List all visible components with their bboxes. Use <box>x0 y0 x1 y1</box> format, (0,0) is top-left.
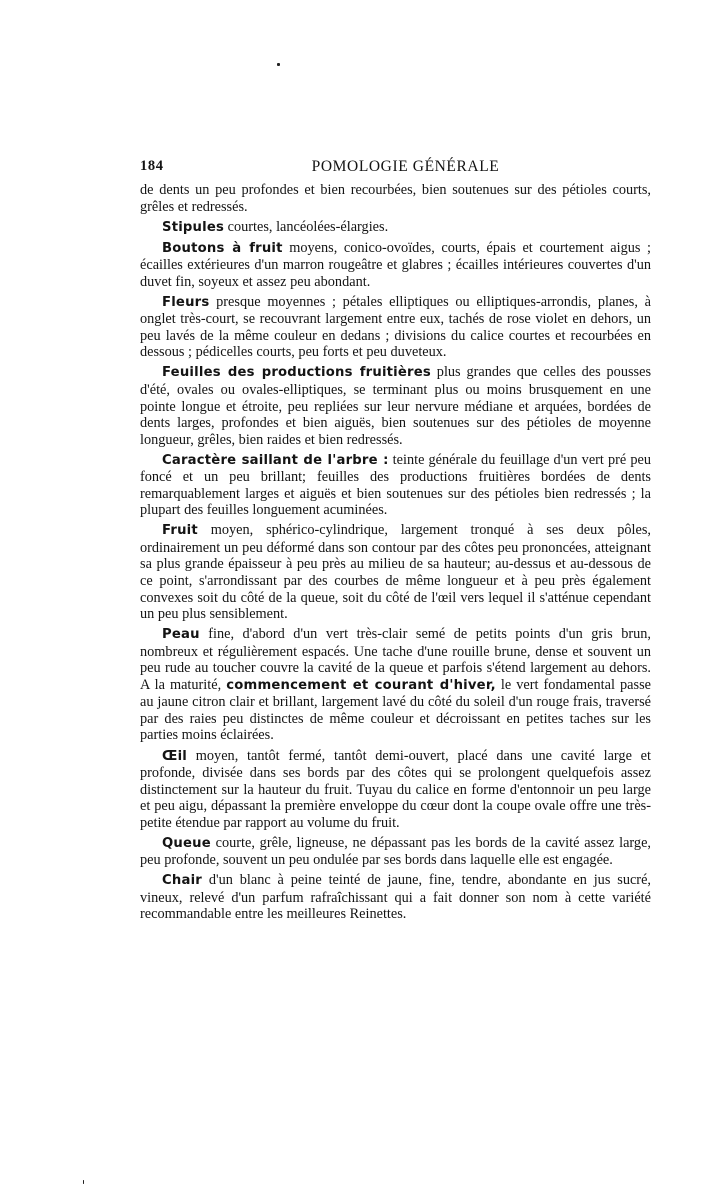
term-heading: Œil <box>162 748 188 764</box>
scan-speck <box>277 63 280 66</box>
term-heading: Fruit <box>162 523 198 539</box>
paragraph-text: courte, grêle, ligneuse, ne dépassant pas les bords de la cavité assez large, peu profonde, souvent un peu ondulée par ses bords dans laquelle elle est engagée. <box>140 834 651 869</box>
paragraph-text: moyens, conico-ovoïdes, courts, épais et courtement aigus ; écailles extérieures d'un marron rougeâtre et glabres ; écailles intérieures couvertes d'un duvet fin, soyeux et assez peu abondant. <box>140 239 652 290</box>
page-number: 184 <box>140 158 164 174</box>
term-heading: Stipules <box>162 219 225 235</box>
paragraph-queue <box>140 835 651 869</box>
paragraph-text: moyen, sphérico-cylindrique, largement tronqué à ses deux pôles, ordinairement un peu déformé dans son contour par des côtes peu prononcées, atteignant sa plus grande épaisseur à peu près au milieu de sa hauteur; au-dessus et au-dessous de ce point, s'arrondissant par des courbes de même longueur et à peu près également convexes soit du côté de la queue, soit du côté de l'œil vers lequel il s'atténue cependant un peu plus sensiblement. <box>140 522 651 623</box>
paragraph-stipules <box>140 219 651 237</box>
paragraph-text: plus grandes que celles des pousses d'été, ovales ou ovales-elliptiques, se terminant plus ou moins brusquement en une pointe longue et étroite, peu repliées sur leur nervure médiane et arquées, bordées de dents larges, profondes et bien aiguës, bien soutenues sur des pétioles de moyenne longueur, grêles, bien raides et bien redressés. <box>140 364 652 448</box>
running-head <box>140 158 651 182</box>
paragraph-continuation <box>140 182 651 215</box>
paragraph-text: moyen, tantôt fermé, tantôt demi-ouvert, placé dans une cavité large et profonde, divisée dans ses bords par des côtes qui se prolongent quelquefois assez distinctement sur la hauteur du fruit. Tuyau du calice en forme d'entonnoir un peu large et peu aigu, dépassant la première enveloppe du cœur dont la coupe ovale offre une très-petite étendue par rapport au volume du fruit. <box>140 747 651 831</box>
term-heading: Peau <box>162 627 200 643</box>
paragraph-feuilles-productions <box>140 364 651 448</box>
maturity-emphasis: commencement et courant d'hiver, <box>226 677 496 693</box>
paragraph-peau <box>140 626 651 744</box>
running-title: POMOLOGIE GÉNÉRALE <box>311 158 500 175</box>
paragraph-text: presque moyennes ; pétales elliptiques ou elliptiques-arrondis, planes, à onglet très-court, se recouvrant largement entre eux, tachés de rose violet en dehors, un peu lavés de la même couleur en dedans ; divisions du calice courtes et recourbées en dessous ; pédicelles courts, peu forts et peu duveteux. <box>140 293 651 361</box>
paragraph-fruit <box>140 522 651 622</box>
paragraph-text: d'un blanc à peine teinté de jaune, fine, tendre, abondante en jus sucré, vineux, relevé d'un parfum rafraîchissant qui a fait donner son nom à cette variété recommandable entre les meilleures Reinettes. <box>140 872 651 923</box>
paragraph-boutons-a-fruit <box>140 240 651 291</box>
paragraph-caractere-saillant <box>140 452 651 519</box>
term-heading: Caractère saillant de l'arbre : <box>162 452 389 468</box>
paragraph-text: teinte générale du feuillage d'un vert pré peu foncé et un peu brillant; feuilles des productions fruitières bordées de dents remarquablement larges et aiguës et bien soutenues sur des pétioles bien redressés ; la plupart des feuilles longuement acuminées. <box>140 451 652 519</box>
paragraph-text: courtes, lancéolées-élargies. <box>224 218 389 235</box>
paragraph-fleurs <box>140 294 651 361</box>
paragraph-oeil <box>140 748 651 832</box>
term-heading: Feuilles des productions fruitières <box>162 365 431 381</box>
term-heading: Queue <box>162 835 211 851</box>
book-page <box>140 158 651 926</box>
paragraph-text: le vert fondamental passe au jaune citron clair et brillant, largement lavé du côté du soleil d'un rouge frais, traversé par des raies peu distinctes de même couleur et décroissant en petites taches sur les parties moins éclairées. <box>140 676 651 744</box>
paragraph-text: fine, d'abord d'un vert très-clair semé de petits points d'un gris brun, nombreux et régulièrement espacés. Une tache d'une rouille brune, dense et souvent un peu rude au toucher couvre la cavité de la queue et parfois s'étend largement au dehors. A la maturité, <box>140 626 651 693</box>
scan-speck <box>83 1180 84 1184</box>
paragraph-text: de dents un peu profondes et bien recourbées, bien soutenues sur des pétioles courts, grêles et redressés. <box>140 182 651 215</box>
term-heading: Chair <box>162 873 202 889</box>
body-text <box>140 182 651 923</box>
term-heading: Fleurs <box>162 294 210 310</box>
paragraph-chair <box>140 872 651 923</box>
term-heading: Boutons à fruit <box>162 240 283 256</box>
